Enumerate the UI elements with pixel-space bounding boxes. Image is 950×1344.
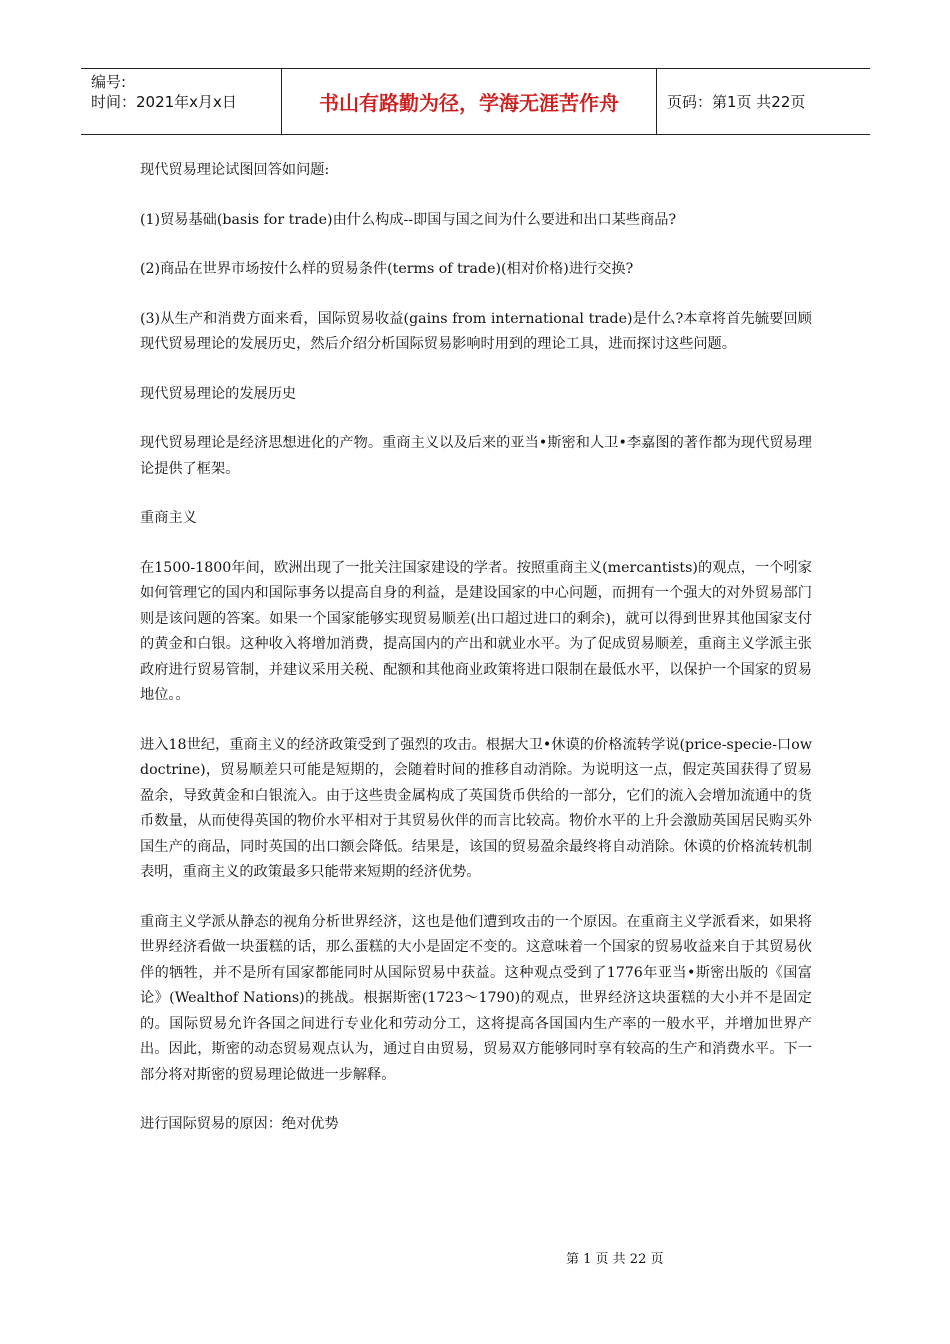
header-page-label: 页码：第1页 共22页	[667, 93, 806, 111]
header-motto: 书山有路勤为径，学海无涯苦作舟	[319, 91, 619, 115]
paragraph-question-3: (3)从生产和消费方面来看，国际贸易收益(gains from international trade)是什么?本章将首先毓要回顾现代贸易理论的发展历史，然后介绍分析国际贸易影响时用到的理论工具，进而探讨这些问题。	[140, 310, 812, 352]
paragraph-question-1: (1)贸易基础(basis for trade)由什么构成--即国与国之间为什么要进和出口某些商品?	[140, 211, 677, 228]
section-heading-history: 现代贸易理论的发展历史	[140, 385, 297, 402]
header-table	[81, 68, 870, 135]
section-heading-absolute-advantage: 进行国际贸易的原因：绝对优势	[140, 1116, 339, 1132]
paragraph-mercantilism-2: 进入18世纪，重商主义的经济政策受到了强烈的攻击。根据大卫•休谟的价格流转学说(price-specie-口ow doctrine)，贸易顺差只可能是短期的，会随着时间的推移自动消除。为说明这一点，假定英国获得了贸易盈余，导致黄金和白银流入。由于这些贵金属构成了英国货币供给的一部分，它们的流入会增加流通中的货币数量，从而使得英国的物价水平相对于其贸易伙伴的而言比较高。物价水平的上升会激励英国居民购买外国生产的商品，同时英国的出口额会降低。结果是，该国的贸易盈余最终将自动消除。休谟的价格流转机制表明，重商主义的政策最多只能带来短期的经济优势。	[140, 736, 812, 880]
document-time-label: 时间：2021年x月x日	[91, 93, 237, 111]
header-meta-cell	[81, 69, 282, 134]
header-motto-cell	[282, 69, 657, 134]
document-body	[140, 158, 812, 1162]
paragraph-mercantilism-3: 重商主义学派从静态的视角分析世界经济，这也是他们遭到攻击的一个原因。在重商主义学派看来，如果将世界经济看做一块蛋糕的话，那么蛋糕的大小是固定不变的。这意味着一个国家的贸易收益来自于其贸易伙伴的牺牲，并不是所有国家都能同时从国际贸易中获益。这种观点受到了1776年亚当•斯密出版的《国富论》(Wealthof Nations)的挑战。根据斯密(1723～1790)的观点，世界经济这块蛋糕的大小并不是固定的。国际贸易允许各国之间进行专业化和劳动分工，这将提高各国国内生产率的一般水平，并增加世界产出。因此，斯密的动态贸易观点认为，通过自由贸易，贸易双方能够同时享有较高的生产和消费水平。下一部分将对斯密的贸易理论做进一步解释。	[140, 913, 812, 1083]
document-number-label: 编号:	[91, 73, 127, 91]
paragraph-history: 现代贸易理论是经济思想进化的产物。重商主义以及后来的亚当•斯密和人卫•李嘉图的著作都为现代贸易理论提供了框架。	[140, 435, 812, 477]
header-page-cell	[657, 69, 870, 134]
paragraph-question-2: (2)商品在世界市场按什么样的贸易条件(terms of trade)(相对价格)进行交换?	[140, 261, 634, 277]
section-heading-mercantilism: 重商主义	[140, 510, 197, 526]
page-footer: 第 1 页 共 22 页	[566, 1252, 664, 1267]
paragraph-intro: 现代贸易理论试图回答如问题:	[140, 162, 330, 178]
paragraph-mercantilism-1: 在1500-1800年间，欧洲出现了一批关注国家建设的学者。按照重商主义(mercantists)的观点，一个吲家如何管理它的国内和国际事务以提高自身的利益，是建设国家的中心问题，而拥有一个强大的对外贸易部门则是该问题的答案。如果一个国家能够实现贸易顺差(出口超过进口的剩余)，就可以得到世界其他国家支付的黄金和白银。这种收入将增加消费，提高国内的产出和就业水平。为了促成贸易顺差，重商主义学派主张政府进行贸易管制，并建议采用关税、配额和其他商业政策将进口限制在最低水平，以保护一个国家的贸易地位。。	[140, 559, 812, 703]
